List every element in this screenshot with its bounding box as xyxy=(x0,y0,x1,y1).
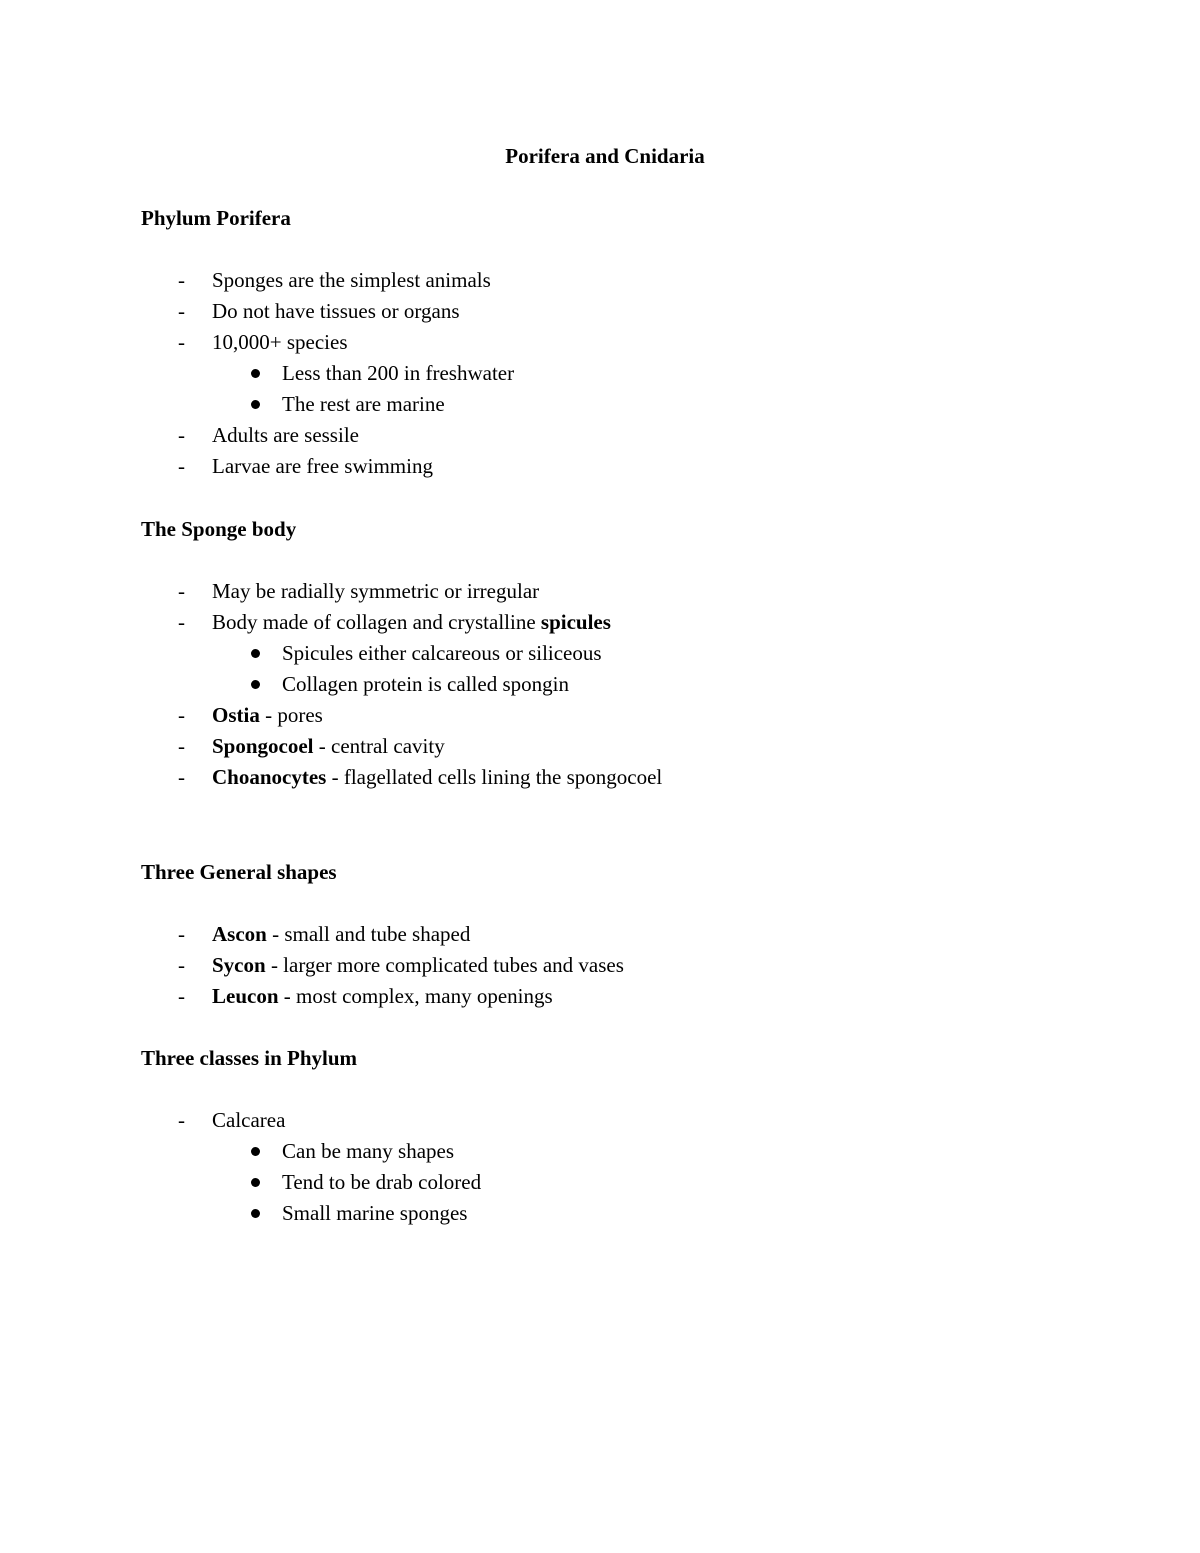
list-item-text: Leucon - most complex, many openings xyxy=(212,984,553,1008)
dash-marker: - xyxy=(178,579,185,603)
list-item-text: May be radially symmetric or irregular xyxy=(212,579,540,603)
list-item-text: Choanocytes - flagellated cells lining the spongocoel xyxy=(212,765,663,789)
dash-marker: - xyxy=(178,734,185,758)
list-item-text: Adults are sessile xyxy=(212,423,359,447)
list-item xyxy=(141,919,1141,950)
section-three-classes xyxy=(141,1043,1141,1229)
sub-list-item-text: Tend to be drab colored xyxy=(282,1170,482,1194)
term: spicules xyxy=(540,610,611,634)
list-item-text: Larvae are free swimming xyxy=(212,454,433,478)
section-list xyxy=(141,265,1141,482)
section-list xyxy=(141,919,1141,1012)
term: Sycon xyxy=(212,953,266,977)
sub-list-item xyxy=(141,1136,1141,1167)
bullet-icon xyxy=(251,369,260,378)
bullet-icon xyxy=(251,649,260,658)
sub-list-item-text: Spicules either calcareous or siliceous xyxy=(282,641,602,665)
sub-list-item xyxy=(141,1198,1141,1229)
list-item-text: Calcarea xyxy=(212,1108,286,1132)
list-item-text: 10,000+ species xyxy=(212,330,348,354)
bullet-icon xyxy=(251,1147,260,1156)
section-heading: Three classes in Phylum xyxy=(141,1046,358,1070)
list-item xyxy=(141,731,1141,762)
list-item xyxy=(141,327,1141,358)
sub-list-item xyxy=(141,389,1141,420)
term: Ostia xyxy=(212,703,260,727)
list-item xyxy=(141,607,1141,638)
term: Leucon xyxy=(212,984,279,1008)
list-item xyxy=(141,296,1141,327)
sub-list-item xyxy=(141,358,1141,389)
section-list xyxy=(141,1105,1141,1229)
dash-marker: - xyxy=(178,423,185,447)
dash-marker: - xyxy=(178,922,185,946)
list-item xyxy=(141,265,1141,296)
dash-marker: - xyxy=(178,765,185,789)
sub-list-item-text: Collagen protein is called spongin xyxy=(282,672,569,696)
section-phylum-porifera xyxy=(141,203,1141,482)
list-item xyxy=(141,451,1141,482)
list-item-text: Ostia - pores xyxy=(212,703,323,727)
bullet-icon xyxy=(251,1178,260,1187)
sub-list-item-text: The rest are marine xyxy=(282,392,445,416)
bullet-icon xyxy=(251,680,260,689)
document-title: Porifera and Cnidaria xyxy=(505,144,705,168)
dash-marker: - xyxy=(178,330,185,354)
list-item-text: Sponges are the simplest animals xyxy=(212,268,491,292)
sub-list-item-text: Can be many shapes xyxy=(282,1139,455,1163)
section-heading: Three General shapes xyxy=(141,860,337,884)
bullet-icon xyxy=(251,400,260,409)
term: Ascon xyxy=(212,922,267,946)
dash-marker: - xyxy=(178,610,185,634)
list-item xyxy=(141,762,1141,793)
dash-marker: - xyxy=(178,454,185,478)
term: Spongocoel xyxy=(212,734,314,758)
dash-marker: - xyxy=(178,984,185,1008)
section-heading: Phylum Porifera xyxy=(141,206,291,230)
section-sponge-body xyxy=(141,514,1141,793)
sub-list-item-text: Small marine sponges xyxy=(282,1201,468,1225)
list-item xyxy=(141,420,1141,451)
sub-list-item xyxy=(141,669,1141,700)
dash-marker: - xyxy=(178,1108,185,1132)
list-item xyxy=(141,981,1141,1012)
dash-marker: - xyxy=(178,703,185,727)
section-list xyxy=(141,576,1141,793)
list-item-text: Ascon - small and tube shaped xyxy=(212,922,471,946)
section-general-shapes xyxy=(141,857,1141,1012)
sub-list-item xyxy=(141,638,1141,669)
term: Choanocytes xyxy=(212,765,327,789)
list-item-text: Sycon - larger more complicated tubes and vases xyxy=(212,953,624,977)
sub-list-item xyxy=(141,1167,1141,1198)
list-item xyxy=(141,576,1141,607)
sub-list-item-text: Less than 200 in freshwater xyxy=(282,361,515,385)
list-item-text: Spongocoel - central cavity xyxy=(212,734,445,758)
dash-marker: - xyxy=(178,953,185,977)
section-heading: The Sponge body xyxy=(141,517,297,541)
list-item xyxy=(141,1105,1141,1136)
dash-marker: - xyxy=(178,299,185,323)
bullet-icon xyxy=(251,1209,260,1218)
list-item xyxy=(141,950,1141,981)
list-item-text: Do not have tissues or organs xyxy=(212,299,460,323)
dash-marker: - xyxy=(178,268,185,292)
list-item xyxy=(141,700,1141,731)
list-item-text: Body made of collagen and crystalline spicules xyxy=(212,610,611,634)
